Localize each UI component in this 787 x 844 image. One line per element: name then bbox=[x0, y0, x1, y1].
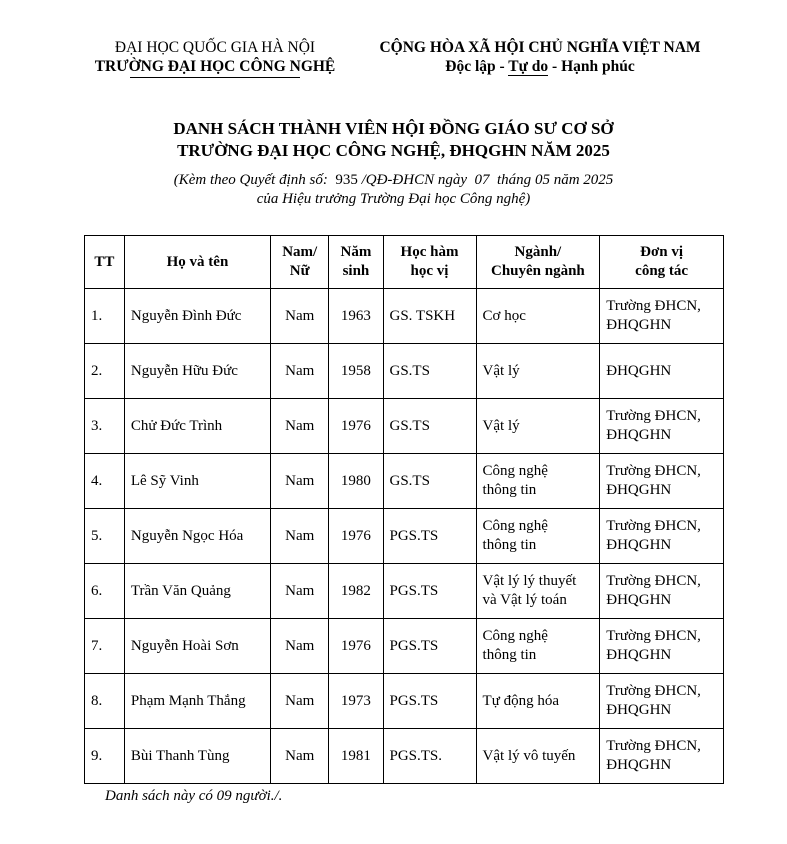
country-name: CỘNG HÒA XÃ HỘI CHỦ NGHĨA VIỆT NAM bbox=[379, 39, 701, 56]
cell-birth-year-text: 1973 bbox=[340, 692, 371, 709]
cell-sex-text: Nam bbox=[285, 472, 315, 489]
cell-unit bbox=[600, 289, 724, 344]
cell-sex-text: Nam bbox=[285, 307, 315, 324]
cell-tt-text: 1. bbox=[91, 307, 103, 324]
cell-major-text-2: thông tin bbox=[482, 647, 537, 663]
cell-sex bbox=[271, 729, 329, 784]
cell-unit bbox=[600, 564, 724, 619]
table-row bbox=[85, 674, 724, 729]
decision-number: 935 bbox=[335, 172, 358, 188]
cell-major bbox=[476, 344, 600, 399]
cell-degree bbox=[383, 509, 476, 564]
decision-month: 05 bbox=[534, 172, 550, 188]
cell-tt-text: 6. bbox=[91, 582, 103, 599]
cell-unit-text-2: ĐHQGHN bbox=[606, 427, 672, 443]
cell-unit-text-1: Trường ĐHCN, bbox=[606, 738, 701, 754]
cell-major bbox=[476, 399, 600, 454]
cell-birth-year-text: 1976 bbox=[340, 637, 371, 654]
header-sex-line-1: Nam/ bbox=[282, 244, 318, 260]
cell-sex bbox=[271, 399, 329, 454]
cell-sex bbox=[271, 619, 329, 674]
header-major-line-1: Ngành/ bbox=[514, 244, 562, 260]
cell-tt bbox=[85, 564, 125, 619]
cell-tt-text: 9. bbox=[91, 747, 103, 764]
cell-degree bbox=[383, 344, 476, 399]
cell-birth-year bbox=[329, 289, 383, 344]
header-year-line-1: Năm bbox=[340, 244, 372, 260]
cell-major-text-2: thông tin bbox=[482, 537, 537, 553]
cell-major-text-1: Vật lý bbox=[482, 417, 520, 434]
cell-major-text-1: Vật lý lý thuyết bbox=[482, 573, 577, 589]
table-row bbox=[85, 619, 724, 674]
header-underline bbox=[130, 77, 300, 78]
national-motto-header bbox=[360, 38, 720, 76]
cell-unit-text-2: ĐHQGHN bbox=[606, 647, 672, 663]
cell-tt bbox=[85, 509, 125, 564]
cell-name bbox=[124, 564, 270, 619]
cell-tt bbox=[85, 729, 125, 784]
cell-tt-text: 4. bbox=[91, 472, 103, 489]
cell-tt-text: 7. bbox=[91, 637, 103, 654]
cell-birth-year-text: 1976 bbox=[340, 527, 371, 544]
cell-major bbox=[476, 564, 600, 619]
cell-name bbox=[124, 729, 270, 784]
header-degree-line-2: học vị bbox=[410, 263, 449, 279]
decision-prefix: (Kèm theo Quyết định số: bbox=[173, 172, 328, 188]
cell-degree-text: PGS.TS. bbox=[389, 747, 443, 764]
title-line-1: DANH SÁCH THÀNH VIÊN HỘI ĐỒNG GIÁO SƯ CƠ SỞ bbox=[173, 119, 614, 138]
header-birth-year bbox=[329, 236, 383, 289]
header-degree-line-1: Học hàm bbox=[400, 244, 459, 260]
table-row bbox=[85, 454, 724, 509]
cell-tt bbox=[85, 454, 125, 509]
cell-unit-text-1: Trường ĐHCN, bbox=[606, 573, 701, 589]
cell-birth-year bbox=[329, 399, 383, 454]
cell-name bbox=[124, 674, 270, 729]
cell-name bbox=[124, 619, 270, 674]
cell-sex-text: Nam bbox=[285, 692, 315, 709]
header-major bbox=[476, 236, 600, 289]
cell-birth-year bbox=[329, 619, 383, 674]
cell-tt bbox=[85, 399, 125, 454]
cell-major-text-2: và Vật lý toán bbox=[482, 592, 567, 608]
cell-major bbox=[476, 289, 600, 344]
list-footer-note: Danh sách này có 09 người./. bbox=[105, 788, 283, 804]
cell-degree-text: GS.TS bbox=[389, 362, 430, 379]
cell-major-text-1: Vật lý vô tuyến bbox=[482, 747, 576, 764]
header-unit bbox=[600, 236, 724, 289]
cell-tt bbox=[85, 619, 125, 674]
cell-tt-text: 3. bbox=[91, 417, 103, 434]
school-name: TRƯỜNG ĐẠI HỌC CÔNG NGHỆ bbox=[94, 58, 336, 75]
cell-major-text-1: Công nghệ bbox=[482, 463, 548, 479]
decision-day: 07 bbox=[474, 172, 490, 188]
cell-major-text-1: Vật lý bbox=[482, 362, 520, 379]
cell-name-text: Nguyễn Hữu Đức bbox=[130, 362, 238, 379]
cell-tt bbox=[85, 344, 125, 399]
cell-degree-text: PGS.TS bbox=[389, 582, 439, 599]
cell-unit-text-2: ĐHQGHN bbox=[606, 317, 672, 333]
cell-degree-text: GS.TS bbox=[389, 472, 430, 489]
cell-birth-year-text: 1981 bbox=[340, 747, 371, 764]
cell-tt bbox=[85, 289, 125, 344]
header-sex-line-2: Nữ bbox=[289, 263, 310, 279]
cell-name-text: Nguyễn Hoài Sơn bbox=[130, 637, 239, 654]
decision-month-label: tháng bbox=[497, 172, 532, 188]
cell-degree bbox=[383, 674, 476, 729]
cell-unit-text-2: ĐHQGHN bbox=[606, 537, 672, 553]
cell-degree-text: PGS.TS bbox=[389, 527, 439, 544]
cell-degree-text: PGS.TS bbox=[389, 692, 439, 709]
cell-sex bbox=[271, 289, 329, 344]
cell-degree-text: GS. TSKH bbox=[389, 307, 456, 324]
cell-unit-text-1: Trường ĐHCN, bbox=[606, 408, 701, 424]
cell-sex bbox=[271, 454, 329, 509]
cell-unit bbox=[600, 344, 724, 399]
cell-name-text: Bùi Thanh Tùng bbox=[130, 747, 230, 764]
cell-tt-text: 8. bbox=[91, 692, 103, 709]
table-row bbox=[85, 729, 724, 784]
motto-part-3: Hạnh phúc bbox=[561, 58, 635, 75]
cell-sex-text: Nam bbox=[285, 747, 315, 764]
cell-sex bbox=[271, 509, 329, 564]
cell-tt-text: 5. bbox=[91, 527, 103, 544]
header-unit-line-2: công tác bbox=[635, 263, 689, 279]
cell-name-text: Chử Đức Trình bbox=[130, 417, 223, 434]
cell-unit-text-1: Trường ĐHCN, bbox=[606, 628, 701, 644]
cell-birth-year bbox=[329, 564, 383, 619]
table-header-row bbox=[85, 236, 724, 289]
table-row bbox=[85, 289, 724, 344]
cell-name-text: Nguyễn Đình Đức bbox=[130, 307, 242, 324]
cell-major bbox=[476, 674, 600, 729]
cell-sex-text: Nam bbox=[285, 417, 315, 434]
cell-unit-text-1: Trường ĐHCN, bbox=[606, 518, 701, 534]
cell-major bbox=[476, 509, 600, 564]
cell-major-text-2: thông tin bbox=[482, 482, 537, 498]
cell-unit bbox=[600, 619, 724, 674]
header-unit-line-1: Đơn vị bbox=[640, 244, 684, 260]
cell-birth-year bbox=[329, 509, 383, 564]
members-table bbox=[84, 235, 724, 784]
cell-name-text: Trần Văn Quảng bbox=[130, 582, 231, 599]
decision-reference-line-2: của Hiệu trưởng Trường Đại học Công nghệ) bbox=[256, 191, 531, 207]
title-line-2: TRƯỜNG ĐẠI HỌC CÔNG NGHỆ, ĐHQGHN NĂM 2025 bbox=[177, 141, 610, 160]
motto-separator-1: - bbox=[495, 58, 509, 75]
cell-unit-text-1: Trường ĐHCN, bbox=[606, 463, 701, 479]
cell-unit bbox=[600, 674, 724, 729]
cell-unit-text-2: ĐHQGHN bbox=[606, 592, 672, 608]
motto-part-1: Độc lập bbox=[445, 58, 496, 75]
cell-birth-year-text: 1963 bbox=[340, 307, 371, 324]
cell-major bbox=[476, 454, 600, 509]
cell-major-text-1: Công nghệ bbox=[482, 628, 548, 644]
cell-name bbox=[124, 454, 270, 509]
cell-name bbox=[124, 344, 270, 399]
cell-degree bbox=[383, 564, 476, 619]
cell-name-text: Nguyễn Ngọc Hóa bbox=[130, 527, 244, 544]
cell-major-text-1: Tự động hóa bbox=[482, 692, 559, 709]
cell-name bbox=[124, 289, 270, 344]
cell-degree bbox=[383, 729, 476, 784]
cell-unit bbox=[600, 454, 724, 509]
motto-part-2: Tự do bbox=[508, 58, 549, 75]
cell-sex bbox=[271, 344, 329, 399]
cell-unit-text-2: ĐHQGHN bbox=[606, 702, 672, 718]
cell-unit bbox=[600, 399, 724, 454]
cell-tt-text: 2. bbox=[91, 362, 103, 379]
table-row bbox=[85, 344, 724, 399]
cell-birth-year-text: 1958 bbox=[340, 362, 371, 379]
cell-birth-year bbox=[329, 454, 383, 509]
cell-name bbox=[124, 509, 270, 564]
cell-major-text-1: Cơ học bbox=[482, 307, 526, 324]
motto-separator-2: - bbox=[548, 58, 562, 75]
university-name: ĐẠI HỌC QUỐC GIA HÀ NỘI bbox=[114, 39, 316, 56]
cell-tt bbox=[85, 674, 125, 729]
cell-birth-year bbox=[329, 674, 383, 729]
cell-name-text: Lê Sỹ Vinh bbox=[130, 472, 199, 489]
header-tt: TT bbox=[85, 236, 125, 289]
decision-reference bbox=[0, 171, 787, 209]
cell-name bbox=[124, 399, 270, 454]
cell-sex bbox=[271, 674, 329, 729]
national-motto bbox=[360, 57, 720, 76]
cell-unit-text-1: Trường ĐHCN, bbox=[606, 683, 701, 699]
cell-degree bbox=[383, 399, 476, 454]
cell-degree-text: PGS.TS bbox=[389, 637, 439, 654]
cell-unit-text-2: ĐHQGHN bbox=[606, 482, 672, 498]
header-year-line-2: sinh bbox=[342, 263, 370, 279]
issuer-header bbox=[60, 38, 370, 78]
decision-reference-line-1 bbox=[0, 171, 787, 190]
cell-major-text-1: Công nghệ bbox=[482, 518, 548, 534]
header-name: Họ và tên bbox=[124, 236, 270, 289]
cell-major bbox=[476, 729, 600, 784]
cell-sex-text: Nam bbox=[285, 527, 315, 544]
cell-birth-year-text: 1982 bbox=[340, 582, 371, 599]
cell-degree-text: GS.TS bbox=[389, 417, 430, 434]
cell-sex-text: Nam bbox=[285, 637, 315, 654]
cell-birth-year-text: 1976 bbox=[340, 417, 371, 434]
decision-code: /QĐ-ĐHCN ngày bbox=[361, 172, 468, 188]
cell-sex bbox=[271, 564, 329, 619]
table-row bbox=[85, 564, 724, 619]
cell-degree bbox=[383, 289, 476, 344]
header-sex bbox=[271, 236, 329, 289]
header-degree bbox=[383, 236, 476, 289]
cell-unit bbox=[600, 509, 724, 564]
cell-unit-text-2: ĐHQGHN bbox=[606, 757, 672, 773]
cell-unit-text-1: ĐHQGHN bbox=[606, 362, 672, 379]
cell-sex-text: Nam bbox=[285, 582, 315, 599]
cell-degree bbox=[383, 454, 476, 509]
cell-major bbox=[476, 619, 600, 674]
cell-name-text: Phạm Mạnh Thắng bbox=[130, 692, 246, 709]
cell-sex-text: Nam bbox=[285, 362, 315, 379]
table-row bbox=[85, 509, 724, 564]
table-row bbox=[85, 399, 724, 454]
cell-birth-year bbox=[329, 344, 383, 399]
header-major-line-2: Chuyên ngành bbox=[490, 263, 585, 279]
document-title bbox=[0, 118, 787, 162]
members-table-body bbox=[85, 289, 724, 784]
cell-unit-text-1: Trường ĐHCN, bbox=[606, 298, 701, 314]
decision-year: năm 2025 bbox=[553, 172, 614, 188]
cell-birth-year-text: 1980 bbox=[340, 472, 371, 489]
cell-degree bbox=[383, 619, 476, 674]
cell-unit bbox=[600, 729, 724, 784]
cell-birth-year bbox=[329, 729, 383, 784]
